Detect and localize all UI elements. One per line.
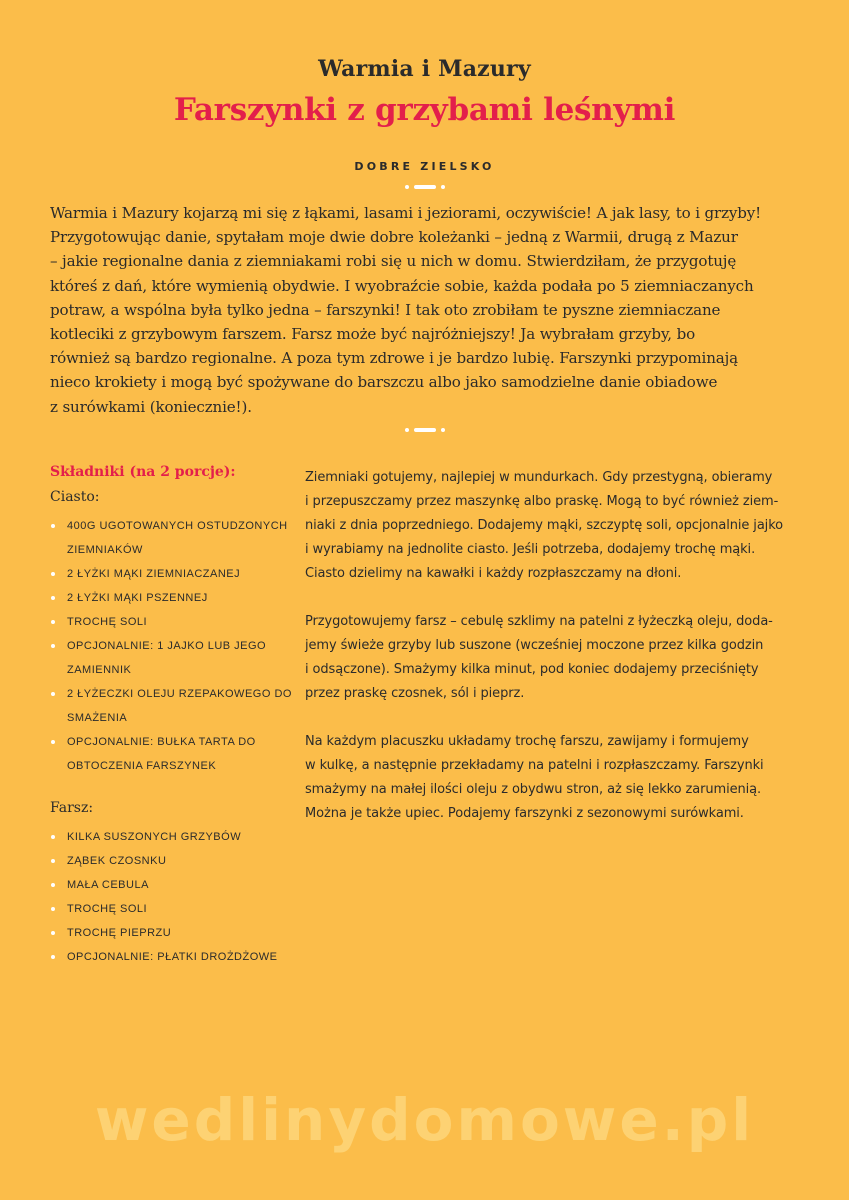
list-item: TROCHĘ SOLI <box>50 610 295 634</box>
watermark: wedlinydomowe.pl <box>94 1086 755 1154</box>
list-item: KILKA SUSZONYCH GRZYBÓW <box>50 825 295 849</box>
method-step-dough: Ziemniaki gotujemy, najlepiej w mundurkach. Gdy przestygną, obieramy i przepuszczamy przez maszynkę albo praskę. Mogą to być również ziem- niaki z dnia poprzedniego. Dodajemy mąki, szczyptę soli, opcjonalnie jajko i wyrabiamy na jednolite ciasto. Jeśli potrzeba, dodajemy trochę mąki. Ciasto dzielimy na kawałki i każdy rozpłaszczamy na dłoni. <box>305 470 784 581</box>
intro-line: Warmia i Mazury kojarzą mi się z łąkami, lasami i jeziorami, oczywiście! A jak lasy, to i grzyby! <box>50 204 762 222</box>
bullet-dot-icon <box>51 931 55 935</box>
author-label: DOBRE ZIELSKO <box>354 160 495 173</box>
list-item: TROCHĘ SOLI <box>50 897 295 921</box>
intro-line: z surówkami (koniecznie!). <box>50 397 252 416</box>
bullet-dot-icon <box>51 883 55 887</box>
list-item-continuation: OBTOCZENIA FARSZYNEK <box>67 760 217 772</box>
bullet-dot-icon <box>51 524 55 528</box>
list-item-continuation: ZAMIENNIK <box>67 664 132 676</box>
bullet-dot-icon <box>51 644 55 648</box>
filling-ingredient-list <box>50 825 295 969</box>
bullet-dot-icon <box>51 740 55 744</box>
intro-line: któreś z dań, które wymienią obydwie. I wyobraźcie sobie, każda podała po 5 ziemniaczanych <box>50 276 754 295</box>
intro-line: – jakie regionalne dania z ziemniakami robi się u nich w domu. Stwierdziłam, że przygotuję <box>50 252 737 271</box>
list-item: 2 ŁYŻKI MĄKI PSZENNEJ <box>50 586 295 610</box>
list-item: 2 ŁYŻKI MĄKI ZIEMNIACZANEJ <box>50 562 295 586</box>
intro-paragraph <box>50 201 802 419</box>
list-item: OPCJONALNIE: 1 JAJKO LUB JEGO <box>50 634 295 658</box>
dough-ingredient-list <box>50 514 295 778</box>
method-step-forming: Na każdym placuszku układamy trochę farszu, zawijamy i formujemy w kulkę, a następnie przekładamy na patelni i rozpłaszczamy. Farszynki smażymy na małej ilości oleju z obydwu stron, aż się lekko zarumienią. Można je także upiec. Podajemy farszynki z sezonowymi surówkami. <box>305 734 764 821</box>
list-item: ZĄBEK CZOSNKU <box>50 849 295 873</box>
bullet-dot-icon <box>51 572 55 576</box>
intro-line: potraw, a wspólna była tylko jedna – farszynki! I tak oto zrobiłam te pyszne ziemniaczane <box>50 300 721 319</box>
list-item: OPCJONALNIE: PŁATKI DROŻDŻOWE <box>50 945 295 969</box>
bullet-dot-icon <box>51 955 55 959</box>
bullet-dot-icon <box>51 692 55 696</box>
list-item: 400G UGOTOWANYCH OSTUDZONYCH <box>50 514 295 538</box>
intro-line: również są bardzo regionalne. A poza tym zdrowe i je bardzo lubię. Farszynki przypominają <box>50 349 739 368</box>
bullet-dot-icon <box>51 620 55 624</box>
list-item-continuation: SMAŻENIA <box>67 712 128 724</box>
bullet-dot-icon <box>51 907 55 911</box>
bullet-dot-icon <box>51 835 55 839</box>
intro-line: Przygotowując danie, spytałam moje dwie dobre koleżanki – jedną z Warmii, drugą z Mazur <box>50 228 738 247</box>
ingredients-heading: Składniki (na 2 porcje): <box>50 464 236 480</box>
bullet-dot-icon <box>51 859 55 863</box>
filling-subheading: Farsz: <box>50 800 94 816</box>
bullet-dot-icon <box>51 596 55 600</box>
method-step-filling: Przygotowujemy farsz – cebulę szklimy na patelni z łyżeczką oleju, doda- jemy świeże grzyby lub suszone (wcześniej moczone przez kilka godzin i odsączone). Smażymy kilka minut, pod koniec dodajemy przeciśnięty przez praskę czosnek, sól i pieprz. <box>305 614 773 701</box>
list-item: OPCJONALNIE: BUŁKA TARTA DO <box>50 730 295 754</box>
ornament-divider <box>0 184 849 192</box>
intro-line: nieco krokiety i mogą być spożywane do barszczu albo jako samodzielne danie obiadowe <box>50 373 718 392</box>
dough-subheading: Ciasto: <box>50 489 100 505</box>
recipe-title: Farszynki z grzybami leśnymi <box>173 92 676 128</box>
list-item: 2 ŁYŻECZKI OLEJU RZEPAKOWEGO DO <box>50 682 295 706</box>
list-item-continuation: ZIEMNIAKÓW <box>67 544 143 556</box>
ornament-divider <box>0 427 849 435</box>
region-label: Warmia i Mazury <box>318 56 531 82</box>
intro-line: kotleciki z grzybowym farszem. Farsz może być najróżniejszy! Ja wybrałam grzyby, bo <box>50 325 696 344</box>
list-item: TROCHĘ PIEPRZU <box>50 921 295 945</box>
method-text <box>305 466 805 850</box>
list-item: MAŁA CEBULA <box>50 873 295 897</box>
